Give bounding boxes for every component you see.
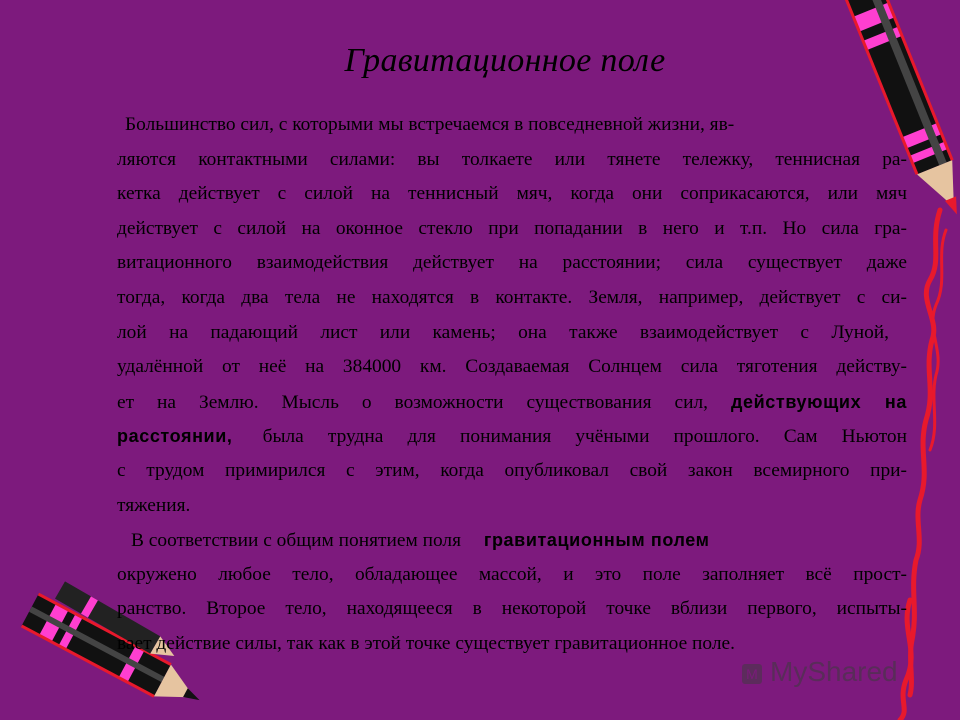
paragraph-text: была трудна для понимания учёными прошлого. Сам Ньютон xyxy=(262,426,907,448)
paragraph-line: тогда, когда два тела не находятся в контакте. Земля, например, действует с си- xyxy=(117,286,907,308)
emphasis-text: гравитационным полем xyxy=(483,530,710,551)
emphasis-text: действующих на xyxy=(731,391,907,412)
paragraph-line-mixed xyxy=(117,385,907,420)
page-title: Гравитационное поле xyxy=(344,42,666,79)
paragraph-line: кетка действует с силой на теннисный мяч, когда они соприкасаются, или мяч xyxy=(117,183,907,205)
paragraph-line: Большинство сил, с которыми мы встречаемся в повседневной жизни, яв- xyxy=(125,114,735,135)
paragraph-line: действует с силой на оконное стекло при попадании в него и т.п. Но сила гра- xyxy=(117,217,907,239)
paragraph-line: тяжения. xyxy=(117,494,191,516)
watermark-logo-icon xyxy=(740,662,764,686)
paragraph-line: витационного взаимодействия действует на расстоянии; сила существует даже xyxy=(117,252,907,274)
paragraph-line: ляются контактными силами: вы толкаете или тянете тележку, теннисная ра- xyxy=(117,148,907,170)
svg-text:M: M xyxy=(746,666,758,682)
paragraph-line: окружено любое тело, обладающее массой, и это поле заполняет всё прост- xyxy=(117,563,907,585)
paragraph-text: ет на Землю. Мысль о возможности существования сил, xyxy=(117,391,709,413)
emphasis-text: расстоянии, xyxy=(117,426,233,447)
paragraph-line-mixed xyxy=(117,419,907,454)
paragraph-line: вает действие силы, так как в этой точке существует гравитационное поле. xyxy=(117,632,735,654)
paragraph-line-mixed xyxy=(117,523,897,558)
paragraph-line: ранство. Второе тело, находящееся в некоторой точке вблизи первого, испыты- xyxy=(117,598,907,620)
paragraph-line: удалённой от неё на 384000 км. Создаваемая Солнцем сила тяготения действу- xyxy=(117,356,907,378)
paragraph-line: с трудом примирился с этим, когда опубликовал свой закон всемирного при- xyxy=(117,459,907,481)
paragraph-line: лой на падающий лист или камень; она также взаимодействует с Луной, xyxy=(117,321,889,343)
paragraph-text: В соответствии с общим понятием поля xyxy=(131,530,461,552)
slide-body xyxy=(117,108,907,662)
watermark: MyShared xyxy=(770,656,898,687)
